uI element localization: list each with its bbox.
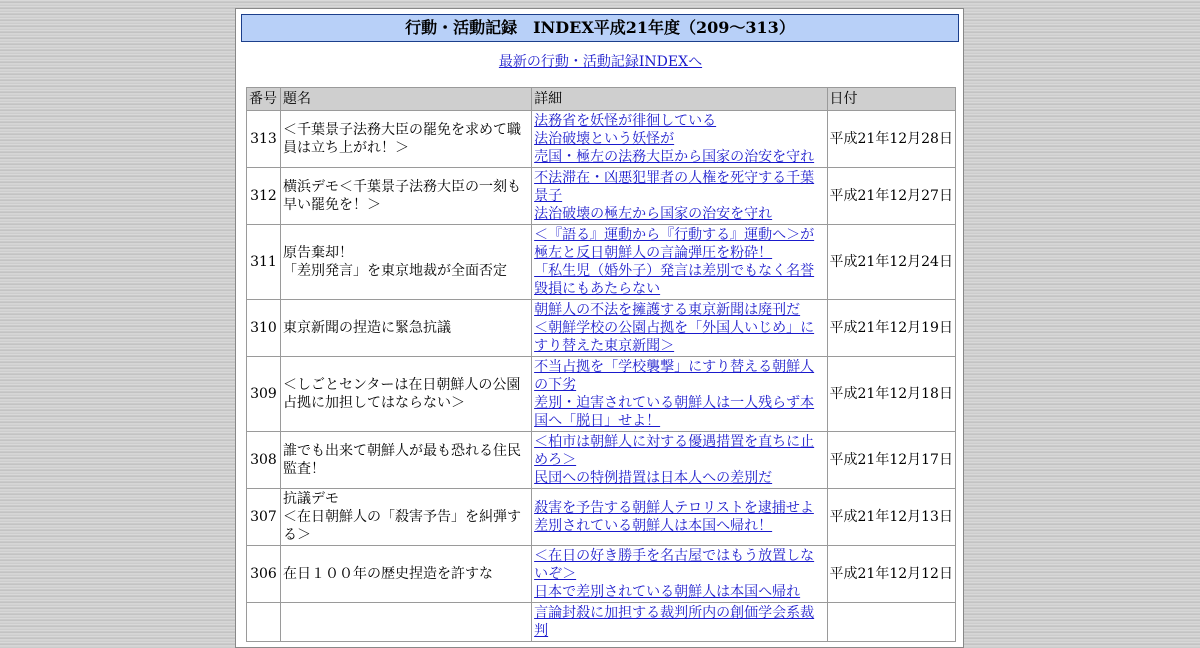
table-header-row (247, 88, 956, 111)
record-detail-cell (532, 432, 827, 489)
table-row (247, 168, 956, 225)
record-detail-link[interactable]: 殺害を予告する朝鮮人テロリストを逮捕せよ (534, 500, 814, 516)
record-detail-link[interactable]: ＜柏市は朝鮮人に対する優遇措置を直ちに止めろ＞ (534, 434, 815, 468)
content-panel (235, 8, 964, 648)
table-row (247, 357, 956, 432)
record-detail-link[interactable]: 朝鮮人の不法を擁護する東京新聞は廃刊だ (534, 302, 801, 318)
record-title-cell (280, 546, 531, 603)
record-detail-link[interactable]: 言論封殺に加担する裁判所内の創価学会系裁判 (534, 605, 815, 639)
record-detail-link[interactable]: 差別・迫害されている朝鮮人は一人残らず本国へ「脱日」せよ！ (534, 395, 815, 429)
record-detail-link[interactable]: 不当占拠を「学校襲撃」にすり替える朝鮮人の下劣 (534, 359, 815, 393)
record-title-line: ＜在日朝鮮人の「殺害予告」を糾弾する＞ (282, 509, 521, 543)
record-date: 平成21年12月27日 (827, 168, 955, 225)
record-title-cell (280, 432, 531, 489)
record-detail-cell (532, 300, 827, 357)
record-title-cell (280, 489, 531, 546)
record-title-line: 在日１００年の歴史捏造を許すな (282, 566, 493, 582)
record-date: 平成21年12月19日 (827, 300, 955, 357)
record-number: 310 (247, 300, 281, 357)
record-title-cell (280, 111, 531, 168)
record-number: 309 (247, 357, 281, 432)
record-title-line: 原告棄却！ (282, 245, 353, 261)
record-title-line: 誰でも出来て朝鮮人が最も恐れる住民監査！ (282, 443, 521, 477)
record-detail-cell (532, 225, 827, 300)
record-detail-link[interactable]: 法務省を妖怪が徘徊している (534, 113, 717, 129)
record-detail-cell (532, 111, 827, 168)
record-date (827, 603, 955, 642)
table-row (247, 300, 956, 357)
table-row (247, 432, 956, 489)
record-detail-link[interactable]: 「私生児（婚外子）発言は差別でもなく名誉毀損にもあたらない (534, 263, 815, 297)
record-title-line: 抗議デモ (282, 491, 339, 507)
record-title-cell (280, 603, 531, 642)
record-number: 307 (247, 489, 281, 546)
record-title-line: ＜しごとセンターは在日朝鮮人の公園占拠に加担してはならない＞ (282, 377, 521, 411)
record-date: 平成21年12月24日 (827, 225, 955, 300)
record-detail-cell (532, 168, 827, 225)
record-title-line: ＜千葉景子法務大臣の罷免を求めて職員は立ち上がれ！＞ (282, 122, 521, 156)
table-row (247, 111, 956, 168)
page-title: 行動・活動記録 INDEX平成21年度（209～313） (241, 14, 959, 42)
records-table (246, 87, 956, 642)
record-detail-cell (532, 603, 827, 642)
record-number (247, 603, 281, 642)
latest-index-link-wrap (236, 53, 965, 71)
record-date: 平成21年12月12日 (827, 546, 955, 603)
record-title-cell (280, 225, 531, 300)
record-title-cell (280, 300, 531, 357)
record-detail-link[interactable]: 法治破壊の極左から国家の治安を守れ (534, 206, 773, 222)
table-row (247, 489, 956, 546)
record-detail-link[interactable]: 売国・極左の法務大臣から国家の治安を守れ (534, 149, 815, 165)
record-detail-link[interactable]: ＜在日の好き勝手を名古屋ではもう放置しないぞ＞ (534, 548, 815, 582)
column-header-title: 題名 (280, 88, 531, 111)
record-title-cell (280, 168, 531, 225)
record-title-line: 東京新聞の捏造に緊急抗議 (282, 320, 451, 336)
record-detail-link[interactable]: 不法滞在・凶悪犯罪者の人権を死守する千葉景子 (534, 170, 815, 204)
column-header-detail: 詳細 (532, 88, 827, 111)
record-title-cell (280, 357, 531, 432)
record-date: 平成21年12月28日 (827, 111, 955, 168)
record-date: 平成21年12月17日 (827, 432, 955, 489)
record-detail-link[interactable]: 日本で差別されている朝鮮人は本国へ帰れ (534, 584, 801, 600)
records-body (247, 111, 956, 642)
record-detail-cell (532, 546, 827, 603)
record-date: 平成21年12月13日 (827, 489, 955, 546)
table-row (247, 546, 956, 603)
record-detail-link[interactable]: ＜朝鮮学校の公園占拠を「外国人いじめ」にすり替えた東京新聞＞ (534, 320, 815, 354)
record-number: 311 (247, 225, 281, 300)
record-detail-link[interactable]: 差別されている朝鮮人は本国へ帰れ！ (534, 518, 773, 534)
record-detail-link[interactable]: 民団への特例措置は日本人への差別だ (534, 470, 773, 486)
record-title-line: 横浜デモ＜千葉景子法務大臣の一刻も早い罷免を！＞ (282, 179, 521, 213)
record-title-line: 「差別発言」を東京地裁が全面否定 (282, 263, 507, 279)
record-detail-cell (532, 489, 827, 546)
record-number: 312 (247, 168, 281, 225)
record-detail-link[interactable]: ＜『語る』運動から『行動する』運動へ＞が極左と反日朝鮮人の言論弾圧を粉砕！ (534, 227, 815, 261)
record-number: 313 (247, 111, 281, 168)
record-detail-cell (532, 357, 827, 432)
record-number: 308 (247, 432, 281, 489)
latest-index-link[interactable]: 最新の行動・活動記録INDEXへ (498, 54, 703, 70)
record-detail-link[interactable]: 法治破壊という妖怪が (534, 131, 675, 147)
table-row (247, 225, 956, 300)
table-row (247, 603, 956, 642)
record-date: 平成21年12月18日 (827, 357, 955, 432)
column-header-number: 番号 (247, 88, 281, 111)
column-header-date: 日付 (827, 88, 955, 111)
record-number: 306 (247, 546, 281, 603)
